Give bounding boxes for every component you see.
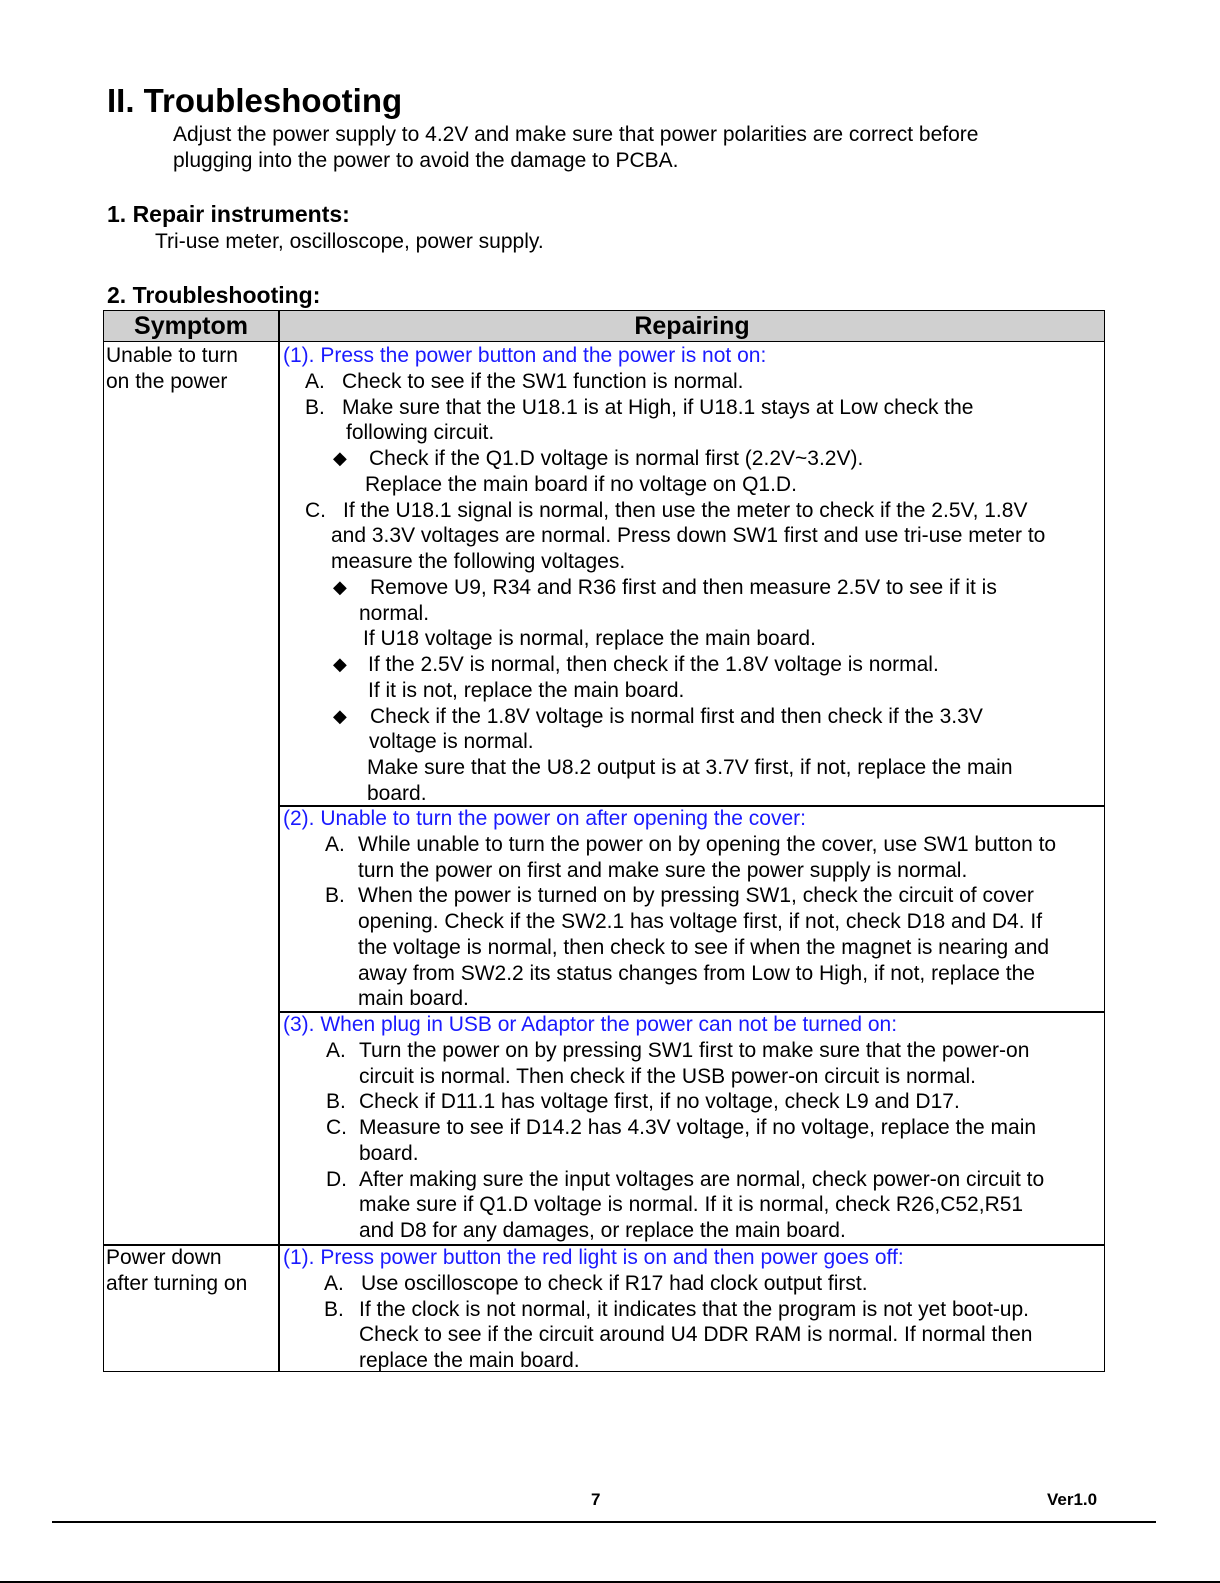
- line-text: Use oscilloscope to check if R17 had clock output first.: [361, 1271, 868, 1295]
- line-text: following circuit.: [346, 421, 495, 445]
- line-text: board.: [359, 1141, 419, 1165]
- repair-line: [280, 1322, 1104, 1348]
- repair-line: [280, 575, 1104, 601]
- line-text: the voltage is normal, then check to see if when the magnet is nearing and: [358, 935, 1050, 959]
- repair-line: [280, 369, 1104, 395]
- line-text: If the clock is not normal, it indicates that the program is not yet boot-up.: [359, 1297, 1030, 1321]
- symptom-cell: [106, 1245, 276, 1297]
- repair-instruments-heading: 1. Repair instruments:: [107, 201, 350, 227]
- repair-line: [280, 523, 1104, 549]
- line-text: Check if the 1.8V voltage is normal first and then check if the 3.3V: [370, 704, 983, 728]
- troubleshooting-heading: 2. Troubleshooting:: [107, 282, 321, 308]
- line-text: and 3.3V voltages are normal. Press down SW1 first and use tri-use meter to: [331, 524, 1046, 548]
- line-text: (2). Unable to turn the power on after opening the cover:: [283, 807, 806, 830]
- item-label: B.: [305, 395, 325, 419]
- line-text: turn the power on first and make sure the power supply is normal.: [358, 858, 968, 882]
- repair-line: [280, 678, 1104, 704]
- item-label: B.: [326, 1090, 346, 1114]
- line-text: circuit is normal. Then check if the USB power-on circuit is normal.: [359, 1064, 976, 1088]
- repair-line: [280, 1218, 1104, 1244]
- line-text: (3). When plug in USB or Adaptor the power can not be turned on:: [283, 1013, 898, 1036]
- line-text: main board.: [358, 987, 469, 1011]
- diamond-bullet-icon: ◆: [333, 705, 347, 726]
- line-text: Remove U9, R34 and R36 first and then measure 2.5V to see if it is: [370, 575, 997, 599]
- repair-section: [280, 1245, 1104, 1374]
- repair-line: [280, 1192, 1104, 1218]
- line-text: (1). Press power button the red light is on and then power goes off:: [283, 1246, 904, 1269]
- item-label: B.: [324, 1297, 344, 1321]
- repair-section: [280, 1012, 1104, 1244]
- repair-line: [280, 961, 1104, 987]
- page-number: 7: [591, 1490, 601, 1509]
- diamond-bullet-icon: ◆: [333, 576, 347, 597]
- item-label: C.: [326, 1116, 347, 1139]
- item-label: B.: [325, 884, 345, 908]
- line-text: Make sure that the U18.1 is at High, if U18.1 stays at Low check the: [342, 395, 974, 419]
- repair-line: [280, 1064, 1104, 1090]
- section-heading: [280, 806, 1104, 832]
- repair-line: [280, 549, 1104, 575]
- diamond-bullet-icon: ◆: [333, 448, 347, 468]
- symptom-cell: [106, 343, 276, 395]
- line-text: If the U18.1 signal is normal, then use the meter to check if the 2.5V, 1.8V: [343, 498, 1028, 522]
- line-text: Check if the Q1.D voltage is normal first (2.2V~3.2V).: [369, 447, 864, 470]
- symptom-line: after turning on: [106, 1271, 248, 1295]
- repair-line: [280, 1271, 1104, 1297]
- symptom-line: on the power: [106, 369, 228, 393]
- line-text: make sure if Q1.D voltage is normal. If it is normal, check R26,C52,R51: [359, 1193, 1024, 1217]
- section-heading: [280, 1245, 1104, 1271]
- line-text: Check to see if the SW1 function is normal.: [342, 369, 744, 393]
- repair-line: [280, 1038, 1104, 1064]
- item-label: C.: [305, 498, 326, 522]
- repair-line: [280, 1167, 1104, 1193]
- repair-line: [280, 1115, 1104, 1141]
- repair-line: [280, 781, 1104, 807]
- repair-line: [280, 652, 1104, 678]
- header-repairing: Repairing: [634, 312, 750, 340]
- header-symptom: Symptom: [134, 312, 248, 340]
- item-label: A.: [324, 1271, 344, 1295]
- repair-line: [280, 1297, 1104, 1323]
- line-text: Measure to see if D14.2 has 4.3V voltage, if no voltage, replace the main: [359, 1116, 1037, 1139]
- line-text: If it is not, replace the main board.: [368, 678, 685, 702]
- repair-section: [280, 806, 1104, 1012]
- repair-line: [280, 858, 1104, 884]
- repair-line: [280, 935, 1104, 961]
- repair-line: [280, 395, 1104, 421]
- repair-line: [280, 446, 1104, 472]
- repair-line: [280, 704, 1104, 730]
- line-text: normal.: [359, 601, 430, 625]
- page-title: II. Troubleshooting: [107, 82, 403, 119]
- repair-line: [280, 1141, 1104, 1167]
- line-text: (1). Press the power button and the power is not on:: [283, 344, 767, 367]
- repair-line: [280, 986, 1104, 1012]
- repair-line: [280, 755, 1104, 781]
- version-label: Ver1.0: [1047, 1490, 1098, 1509]
- intro-line-2: plugging into the power to avoid the damage to PCBA.: [173, 149, 679, 172]
- section-heading: [280, 1012, 1104, 1038]
- item-label: A.: [326, 1038, 346, 1062]
- repair-line: [280, 883, 1104, 909]
- repair-line: [280, 472, 1104, 498]
- section-heading: [280, 343, 1104, 369]
- repair-line: [280, 1348, 1104, 1374]
- intro-line-1: Adjust the power supply to 4.2V and make sure that power polarities are correct before: [173, 123, 979, 146]
- repair-line: [280, 729, 1104, 755]
- line-text: voltage is normal.: [369, 730, 534, 754]
- repair-line: [280, 832, 1104, 858]
- line-text: Turn the power on by pressing SW1 first to make sure that the power-on: [359, 1038, 1030, 1062]
- line-text: When the power is turned on by pressing SW1, check the circuit of cover: [358, 884, 1034, 908]
- line-text: While unable to turn the power on by opening the cover, use SW1 button to: [358, 832, 1057, 856]
- line-text: measure the following voltages.: [331, 550, 626, 573]
- line-text: away from SW2.2 its status changes from Low to High, if not, replace the: [358, 961, 1035, 985]
- line-text: Replace the main board if no voltage on Q1.D.: [365, 472, 797, 496]
- symptom-line: Unable to turn: [106, 344, 238, 367]
- line-text: If the 2.5V is normal, then check if the 1.8V voltage is normal.: [368, 653, 939, 676]
- symptom-line: Power down: [106, 1246, 222, 1269]
- item-label: A.: [305, 369, 325, 393]
- diamond-bullet-icon: ◆: [333, 654, 347, 674]
- repair-instruments-text: Tri-use meter, oscilloscope, power supply.: [155, 230, 544, 253]
- item-label: A.: [325, 832, 345, 856]
- line-text: Check to see if the circuit around U4 DDR RAM is normal. If normal then: [359, 1323, 1033, 1347]
- repair-line: [280, 420, 1104, 446]
- repair-line: [280, 1089, 1104, 1115]
- repair-line: [280, 498, 1104, 524]
- line-text: After making sure the input voltages are normal, check power-on circuit to: [359, 1167, 1045, 1191]
- repair-line: [280, 909, 1104, 935]
- repair-line: [280, 601, 1104, 627]
- troubleshooting-table: [103, 310, 1105, 1372]
- repair-section: [280, 343, 1104, 807]
- item-label: D.: [326, 1167, 347, 1191]
- line-text: board.: [367, 781, 427, 805]
- line-text: Make sure that the U8.2 output is at 3.7V first, if not, replace the main: [367, 756, 1013, 779]
- repair-line: [280, 626, 1104, 652]
- line-text: replace the main board.: [359, 1349, 580, 1372]
- footer-rule: [52, 1521, 1156, 1523]
- line-text: If U18 voltage is normal, replace the main board.: [363, 627, 816, 651]
- line-text: opening. Check if the SW2.1 has voltage first, if not, check D18 and D4. If: [358, 910, 1043, 933]
- line-text: and D8 for any damages, or replace the main board.: [359, 1219, 846, 1242]
- line-text: Check if D11.1 has voltage first, if no voltage, check L9 and D17.: [359, 1090, 960, 1114]
